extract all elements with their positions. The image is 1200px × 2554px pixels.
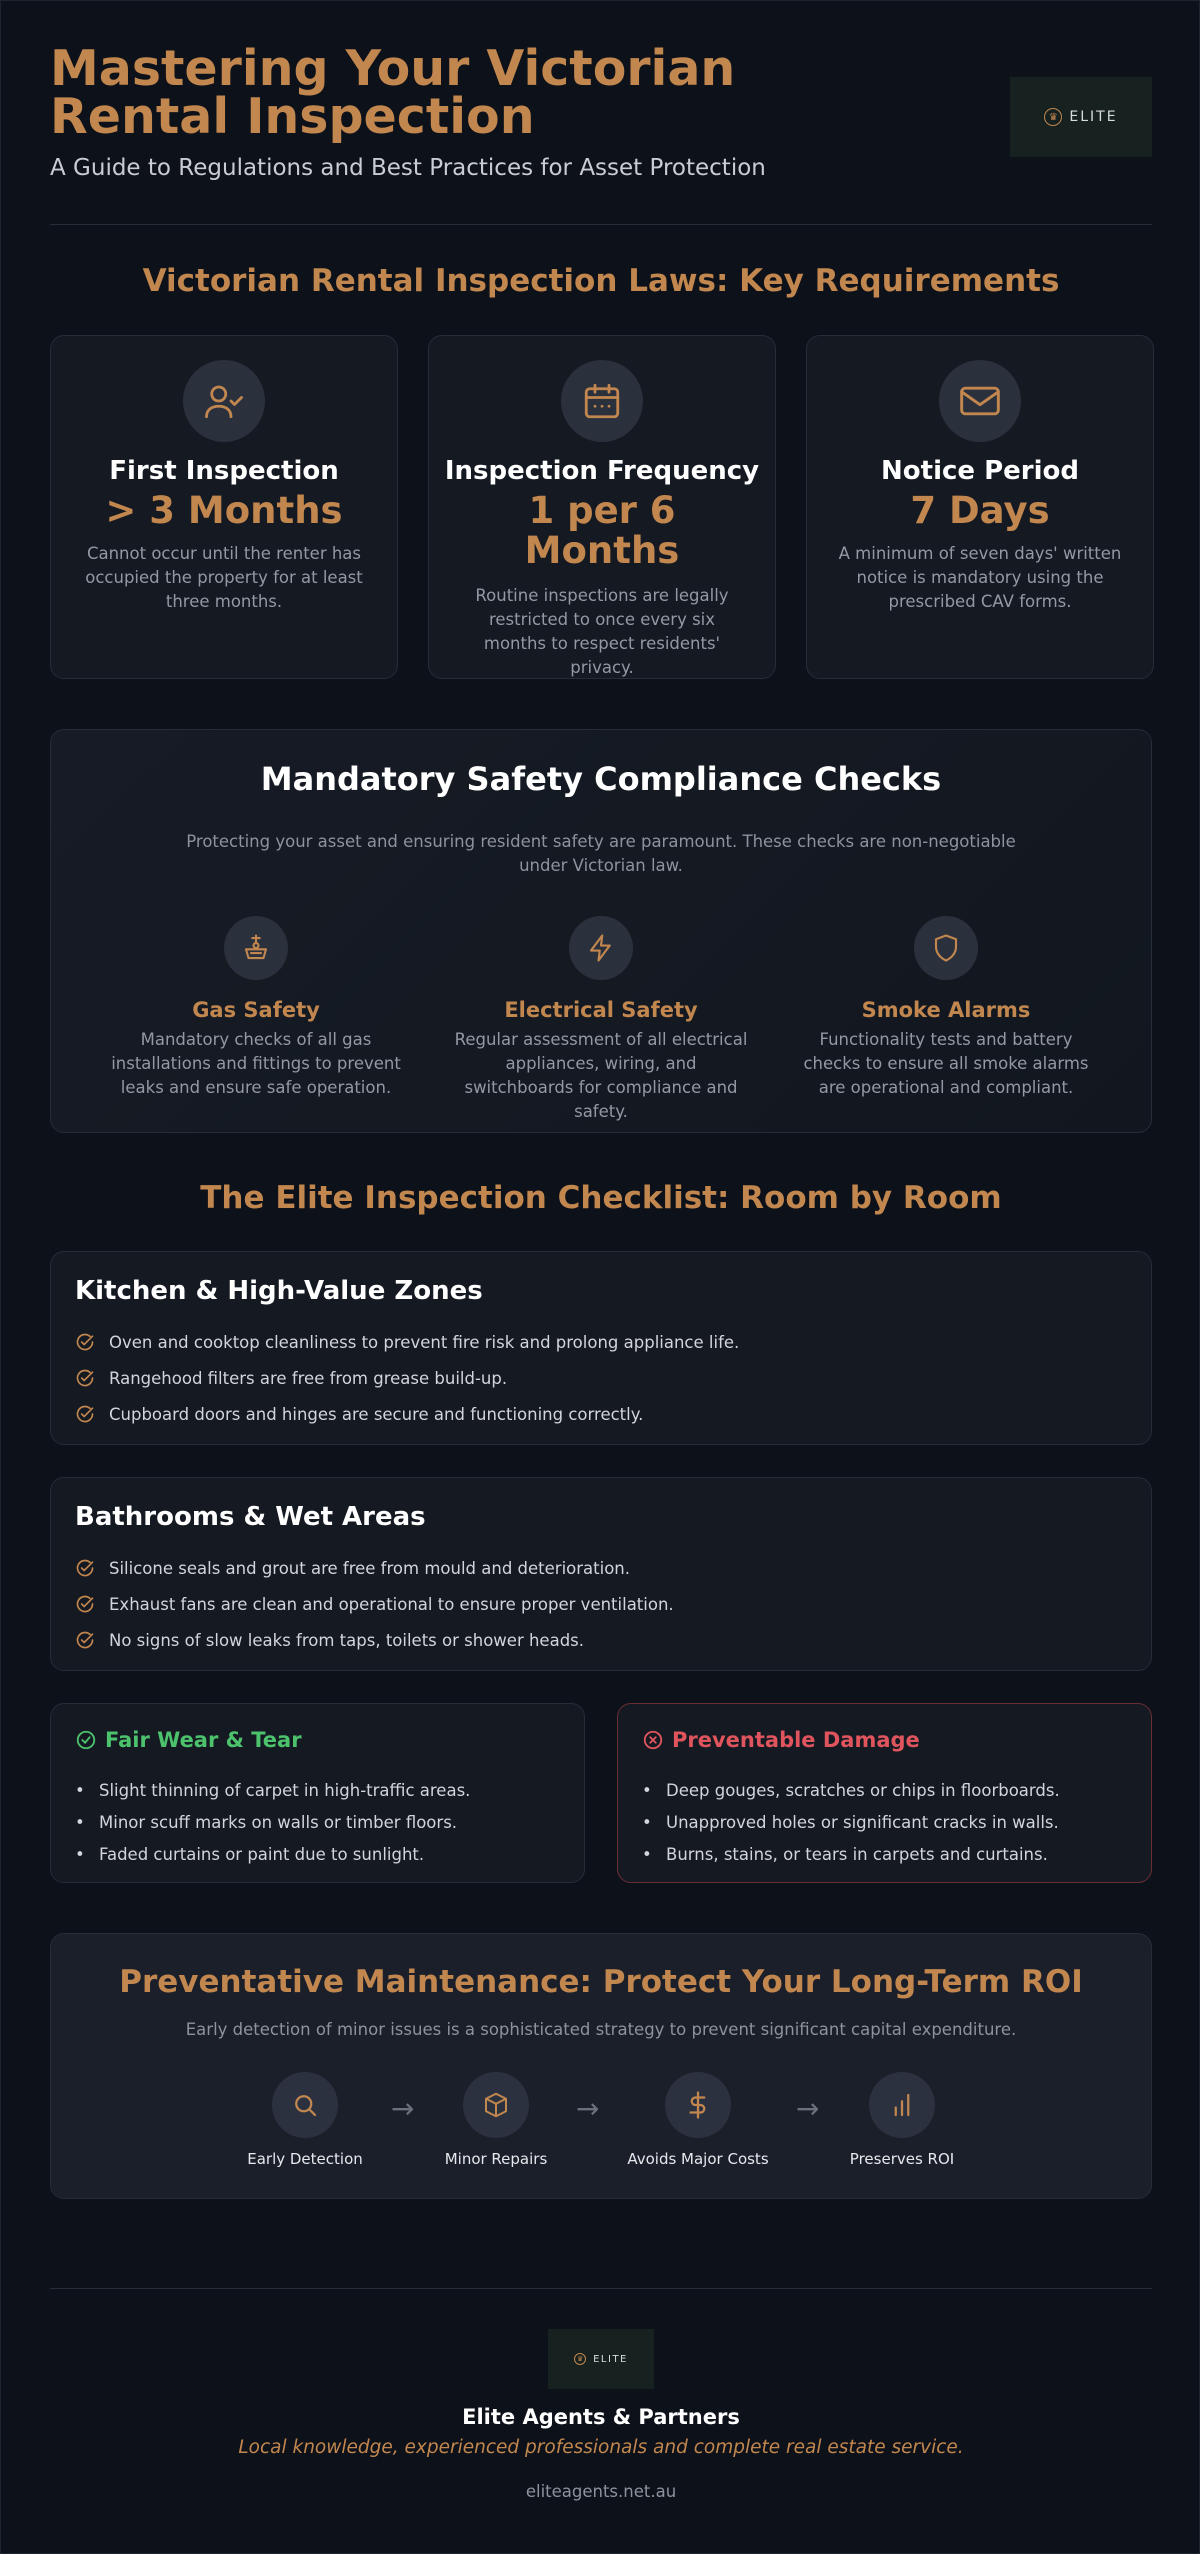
header bbox=[50, 40, 1152, 185]
safety-item-title: Electrical Safety bbox=[504, 998, 698, 1022]
law-heading: Inspection Frequency bbox=[444, 456, 760, 486]
divider bbox=[50, 224, 1152, 225]
list-item bbox=[75, 1324, 739, 1360]
list-item: • Minor scuff marks on walls or timber floors. bbox=[75, 1806, 470, 1838]
list-item-text: No signs of slow leaks from taps, toilets or shower heads. bbox=[109, 1630, 585, 1650]
fair-wear-list bbox=[75, 1774, 470, 1870]
safety-item-desc: Regular assessment of all electrical appliances, wiring, and switchboards for compliance and safety. bbox=[454, 1030, 748, 1121]
step-label: Early Detection bbox=[247, 2150, 363, 2168]
list-item bbox=[75, 1550, 674, 1586]
checklist-section-title: The Elite Inspection Checklist: Room by Room bbox=[200, 1180, 1002, 1216]
check-circle-icon bbox=[75, 1368, 95, 1388]
law-value: 1 per 6 Months bbox=[524, 489, 680, 572]
crown-icon: ♛ bbox=[1044, 108, 1062, 126]
step-label: Minor Repairs bbox=[444, 2150, 548, 2168]
company-tagline: Local knowledge, experienced professionals and complete real estate service. bbox=[238, 2437, 964, 2458]
brand-logo bbox=[1010, 77, 1152, 157]
laws-section-title: Victorian Rental Inspection Laws: Key Requirements bbox=[142, 263, 1060, 299]
safety-item-desc: Functionality tests and battery checks to ensure all smoke alarms are operational and compliant. bbox=[803, 1030, 1089, 1097]
list-item-text: Silicone seals and grout are free from mould and deterioration. bbox=[109, 1558, 630, 1578]
maintenance-intro: Early detection of minor issues is a sophisticated strategy to prevent significant capital expenditure. bbox=[185, 2020, 1017, 2039]
preventable-damage-list bbox=[642, 1774, 1060, 1870]
room-title: Kitchen & High-Value Zones bbox=[75, 1276, 483, 1306]
law-description: A minimum of seven days' written notice is mandatory using the prescribed CAV forms. bbox=[838, 544, 1122, 611]
safety-panel bbox=[50, 729, 1152, 1133]
page-subtitle: A Guide to Regulations and Best Practices for Asset Protection bbox=[50, 155, 766, 181]
safety-item-electrical bbox=[451, 916, 751, 1124]
fair-wear-heading bbox=[75, 1728, 302, 1752]
safety-item-desc: Mandatory checks of all gas installations and fittings to prevent leaks and ensure safe operation. bbox=[111, 1030, 401, 1097]
check-circle-icon bbox=[75, 1558, 95, 1578]
footer-logo bbox=[548, 2329, 654, 2389]
website-link[interactable]: eliteagents.net.au bbox=[525, 2482, 677, 2501]
room-card-bathrooms bbox=[50, 1477, 1152, 1671]
check-circle-icon bbox=[75, 1404, 95, 1424]
check-circle-icon bbox=[75, 1332, 95, 1352]
list-item bbox=[75, 1396, 739, 1432]
dollar-icon bbox=[665, 2072, 731, 2138]
step-label: Avoids Major Costs bbox=[627, 2150, 769, 2168]
crown-icon: ♛ bbox=[574, 2353, 586, 2365]
fair-wear-title: Fair Wear & Tear bbox=[105, 1728, 302, 1752]
logo-text: ELITE bbox=[593, 2353, 628, 2365]
box-icon bbox=[463, 2072, 529, 2138]
check-circle-icon bbox=[75, 1630, 95, 1650]
arrow-right-icon: → bbox=[796, 2092, 820, 2125]
logo-text: ELITE bbox=[1069, 109, 1118, 125]
check-circle-icon bbox=[75, 1729, 97, 1751]
maintenance-title: Preventative Maintenance: Protect Your Long-Term ROI bbox=[119, 1964, 1083, 2000]
page-title: Mastering Your Victorian Rental Inspection bbox=[50, 40, 736, 145]
divider bbox=[50, 2288, 1152, 2289]
room-card-kitchen bbox=[50, 1251, 1152, 1445]
x-circle-icon bbox=[642, 1729, 664, 1751]
list-item: • Deep gouges, scratches or chips in floorboards. bbox=[642, 1774, 1060, 1806]
law-card-inspection-frequency bbox=[428, 335, 776, 679]
safety-title: Mandatory Safety Compliance Checks bbox=[260, 760, 942, 798]
safety-intro: Protecting your asset and ensuring resident safety are paramount. These checks are non-negotiable under Victorian law. bbox=[186, 832, 1016, 875]
law-description: Routine inspections are legally restricted to once every six months to respect residents' privacy. bbox=[475, 586, 729, 677]
law-description: Cannot occur until the renter has occupied the property for at least three months. bbox=[85, 544, 363, 611]
safety-item-title: Smoke Alarms bbox=[861, 998, 1031, 1022]
check-circle-icon bbox=[75, 1594, 95, 1614]
list-item: • Slight thinning of carpet in high-traffic areas. bbox=[75, 1774, 470, 1806]
list-item-text: Oven and cooktop cleanliness to prevent fire risk and prolong appliance life. bbox=[109, 1332, 740, 1352]
list-item-text: Exhaust fans are clean and operational to ensure proper ventilation. bbox=[109, 1594, 674, 1614]
preventable-damage-title: Preventable Damage bbox=[672, 1728, 920, 1752]
arrow-right-icon: → bbox=[391, 2092, 415, 2125]
flame-icon bbox=[224, 916, 288, 980]
law-heading: First Inspection bbox=[109, 456, 339, 486]
room-checklist bbox=[75, 1324, 739, 1432]
user-check-icon bbox=[183, 360, 265, 442]
list-item-text: Rangehood filters are free from grease build-up. bbox=[109, 1368, 508, 1388]
list-item bbox=[75, 1586, 674, 1622]
preventable-damage-heading bbox=[642, 1728, 920, 1752]
bar-chart-icon bbox=[869, 2072, 935, 2138]
law-card-notice-period bbox=[806, 335, 1154, 679]
list-item bbox=[75, 1360, 739, 1396]
step-minor-repairs bbox=[416, 2072, 576, 2168]
list-item bbox=[75, 1622, 674, 1658]
mail-icon bbox=[939, 360, 1021, 442]
maintenance-panel bbox=[50, 1933, 1152, 2199]
shield-icon bbox=[914, 916, 978, 980]
law-value: 7 Days bbox=[910, 489, 1050, 532]
law-card-first-inspection bbox=[50, 335, 398, 679]
step-preserves-roi bbox=[822, 2072, 982, 2168]
list-item-text: Cupboard doors and hinges are secure and functioning correctly. bbox=[109, 1404, 644, 1424]
lightning-icon bbox=[569, 916, 633, 980]
safety-item-gas bbox=[106, 916, 406, 1100]
company-name: Elite Agents & Partners bbox=[462, 2405, 740, 2429]
room-title: Bathrooms & Wet Areas bbox=[75, 1502, 426, 1532]
step-label: Preserves ROI bbox=[849, 2150, 955, 2168]
calendar-icon bbox=[561, 360, 643, 442]
law-value: > 3 Months bbox=[105, 489, 343, 532]
step-early-detection bbox=[225, 2072, 385, 2168]
step-avoids-major-costs bbox=[618, 2072, 778, 2168]
list-item: • Faded curtains or paint due to sunlight. bbox=[75, 1838, 470, 1870]
preventable-damage-card bbox=[617, 1703, 1152, 1883]
safety-item-smoke-alarms bbox=[796, 916, 1096, 1100]
room-checklist bbox=[75, 1550, 674, 1658]
search-icon bbox=[272, 2072, 338, 2138]
fair-wear-card bbox=[50, 1703, 585, 1883]
law-heading: Notice Period bbox=[881, 456, 1079, 486]
arrow-right-icon: → bbox=[576, 2092, 600, 2125]
safety-item-title: Gas Safety bbox=[192, 998, 320, 1022]
list-item: • Unapproved holes or significant cracks in walls. bbox=[642, 1806, 1060, 1838]
list-item: • Burns, stains, or tears in carpets and curtains. bbox=[642, 1838, 1060, 1870]
